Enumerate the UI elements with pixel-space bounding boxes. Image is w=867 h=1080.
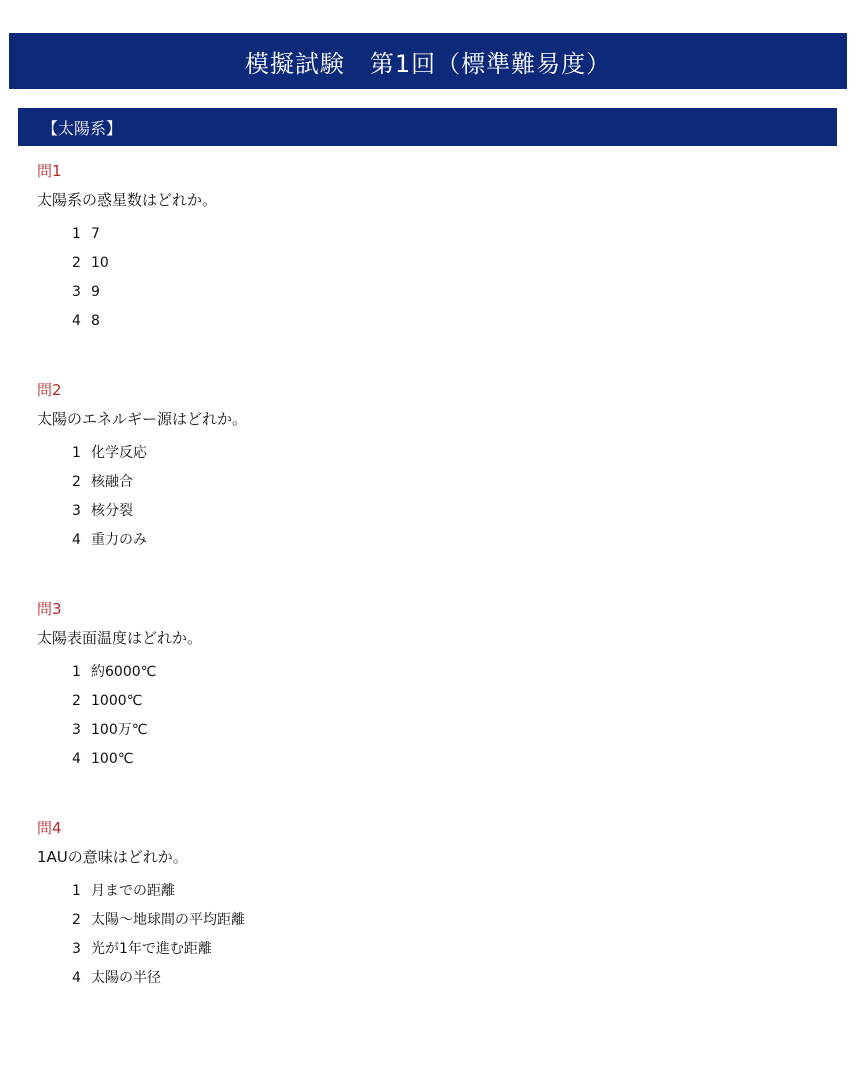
choice-label: 月までの距離 (91, 883, 175, 899)
question-number: 問2 (37, 381, 62, 399)
choice-label: 10 (91, 255, 109, 271)
question-2 (37, 378, 817, 555)
question-text: 太陽表面温度はどれか。 (37, 629, 203, 647)
choice-number: 1 (72, 883, 81, 899)
section-title: 【太陽系】 (42, 118, 123, 138)
choice-number: 3 (72, 722, 81, 738)
choice-item[interactable] (72, 658, 817, 687)
choice-list (37, 877, 817, 993)
section-header-bar (18, 108, 837, 146)
choice-item[interactable] (72, 439, 817, 468)
choice-label: 100℃ (91, 751, 134, 767)
choice-item[interactable] (72, 526, 817, 555)
choice-number: 3 (72, 284, 81, 300)
choice-number: 4 (72, 751, 81, 767)
question-text: 1AUの意味はどれか。 (37, 848, 188, 866)
choice-number: 1 (72, 664, 81, 680)
choice-item[interactable] (72, 497, 817, 526)
question-4 (37, 816, 817, 993)
choice-number: 2 (72, 693, 81, 709)
choice-number: 2 (72, 255, 81, 271)
choice-item[interactable] (72, 745, 817, 774)
question-1 (37, 159, 817, 336)
choice-item[interactable] (72, 468, 817, 497)
question-number: 問3 (37, 600, 62, 618)
choice-number: 2 (72, 912, 81, 928)
question-text: 太陽系の惑星数はどれか。 (37, 191, 218, 209)
choice-item[interactable] (72, 935, 817, 964)
choice-number: 2 (72, 474, 81, 490)
choice-list (37, 220, 817, 336)
choice-label: 核融合 (91, 474, 133, 490)
choice-item[interactable] (72, 716, 817, 745)
choice-label: 1000℃ (91, 693, 143, 709)
choice-label: 太陽〜地球間の平均距離 (91, 912, 245, 928)
choice-label: 光が1年で進む距離 (91, 941, 212, 957)
question-text: 太陽のエネルギー源はどれか。 (37, 410, 248, 428)
choice-label: 太陽の半径 (91, 970, 161, 986)
choice-number: 4 (72, 970, 81, 986)
choice-number: 4 (72, 313, 81, 329)
choice-label: 化学反応 (91, 445, 147, 461)
choice-item[interactable] (72, 877, 817, 906)
choice-label: 重力のみ (91, 532, 147, 548)
choice-number: 4 (72, 532, 81, 548)
choice-list (37, 658, 817, 774)
choice-item[interactable] (72, 687, 817, 716)
question-3 (37, 597, 817, 774)
choice-label: 約6000℃ (91, 664, 157, 680)
exam-title-bar (9, 33, 847, 89)
choice-item[interactable] (72, 964, 817, 993)
choice-item[interactable] (72, 278, 817, 307)
choice-label: 100万℃ (91, 722, 148, 738)
choice-label: 核分裂 (91, 503, 133, 519)
choice-list (37, 439, 817, 555)
question-number: 問1 (37, 162, 62, 180)
choice-number: 3 (72, 503, 81, 519)
choice-label: 7 (91, 226, 100, 242)
choice-number: 3 (72, 941, 81, 957)
question-number: 問4 (37, 819, 62, 837)
choice-item[interactable] (72, 906, 817, 935)
choice-label: 8 (91, 313, 100, 329)
choice-number: 1 (72, 445, 81, 461)
choice-item[interactable] (72, 220, 817, 249)
choice-item[interactable] (72, 249, 817, 278)
choice-item[interactable] (72, 307, 817, 336)
choice-label: 9 (91, 284, 100, 300)
choice-number: 1 (72, 226, 81, 242)
exam-title: 模擬試験 第1回（標準難易度） (244, 49, 612, 78)
